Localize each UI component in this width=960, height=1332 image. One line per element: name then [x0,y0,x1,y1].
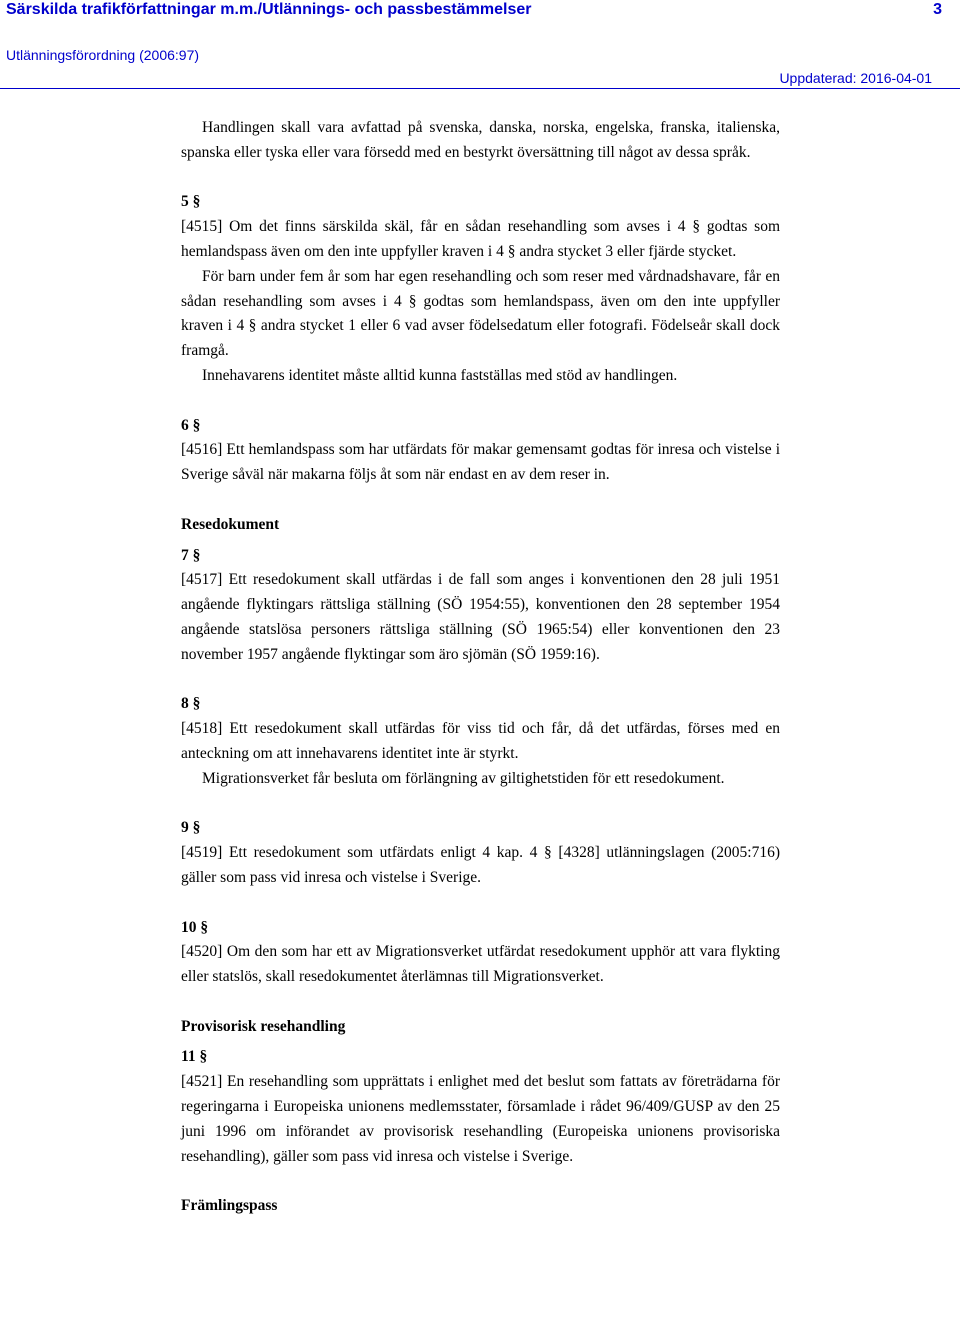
section-11-paragraph-1: [4521] En resehandling som upprättats i enlighet med det beslut som fattats av företrädarna för regeringarna i Europeiska unionens medlemsstater, församlade i rådet 96/409/GUSP av den 25 juni 1996 om införandet av provisorisk resehandling (Europeiska unionens provisoriska resehandling), gäller som pass vid inresa och vistelse i Sverige. [181,1073,780,1165]
section-7-paragraph-1: [4517] Ett resedokument skall utfärdas i de fall som anges i konventionen den 28 juli 1951 angående flyktingars rättsliga ställning (SÖ 1954:55), konventionen den 28 september 1954 angående statslösa personers rättsliga ställning (SÖ 1965:54) eller konventionen den 23 november 1957 angående flyktingar som äro sjömän (SÖ 1959:16). [181,571,780,663]
section-9-paragraph-1: [4519] Ett resedokument som utfärdats enligt 4 kap. 4 § [4328] utlänningslagen (2005:716) gäller som pass vid inresa och vistelse i Sverige. [181,844,780,886]
section-8-paragraph-1: [4518] Ett resedokument skall utfärdas för viss tid och får, då det utfärdas, förses med en anteckning om att innehavarens identitet inte är styrkt. [181,720,780,762]
heading-framlingspass: Främlingspass [181,1197,278,1215]
section-9-number: 9 § [181,819,201,837]
section-5-paragraph-3: Innehavarens identitet måste alltid kunna fastställas med stöd av handlingen. [202,366,678,384]
spacer [181,1169,780,1194]
spacer [181,668,780,693]
section-8-paragraph-2: Migrationsverket får besluta om förlängning av giltighetstiden för ett resedokument. [202,769,725,787]
intro-paragraph: Handlingen skall vara avfattad på svenska, danska, norska, engelska, franska, italienska, spanska eller tyska eller vara försedd med en bestyrkt översättning till något av dessa språk. [181,119,780,161]
spacer [181,166,780,191]
section-8-number: 8 § [181,695,201,713]
section-11-number: 11 § [181,1048,208,1066]
section-5-number: 5 § [181,193,201,211]
section-6-paragraph-1: [4516] Ett hemlandspass som har utfärdats för makar gemensamt godtas för inresa och vistelse i Sverige såväl när makarna följs åt som när endast en av dem reser in. [181,441,780,484]
spacer [181,488,780,513]
section-6-number: 6 § [181,416,201,434]
section-10-paragraph-1: [4520] Om den som har ett av Migrationsverket utfärdat resedokument upphör att vara flykting eller statslös, skall resedokumentet återlämnas till Migrationsverket. [181,943,780,986]
section-5-paragraph-2: För barn under fem år som har egen resehandling och som reser med vårdnadshavare, får en sådan resehandling som avses i 4 § godtas som hemlandspass, även om den inte uppfyller kraven i 4 § andra stycket 1 eller 6 vad avser födelsedatum eller fotografi. Födelseår skall dock framgå. [181,267,780,360]
section-10-number: 10 § [181,918,209,936]
heading-provisorisk-resehandling: Provisorisk resehandling [181,1017,346,1035]
page-number: 3 [933,1,942,18]
document-subtitle: Utlänningsförordning (2006:97) [6,47,200,63]
spacer [181,990,780,1015]
spacer [181,389,780,414]
section-7-number: 7 § [181,546,201,564]
updated-date: Uppdaterad: 2016-04-01 [779,70,932,86]
spacer [181,891,780,916]
header-divider [0,88,960,89]
spacer [181,792,780,817]
document-body [181,116,780,1219]
running-header-title: Särskilda trafikförfattningar m.m./Utlännings- och passbestämmelser [6,1,532,18]
section-5-paragraph-1: [4515] Om det finns särskilda skäl, får en sådan resehandling som avses i 4 § godtas som hemlandspass även om den inte uppfyller kraven i 4 § andra stycket 3 eller fjärde stycket. [181,218,780,260]
heading-resedokument: Resedokument [181,515,280,533]
